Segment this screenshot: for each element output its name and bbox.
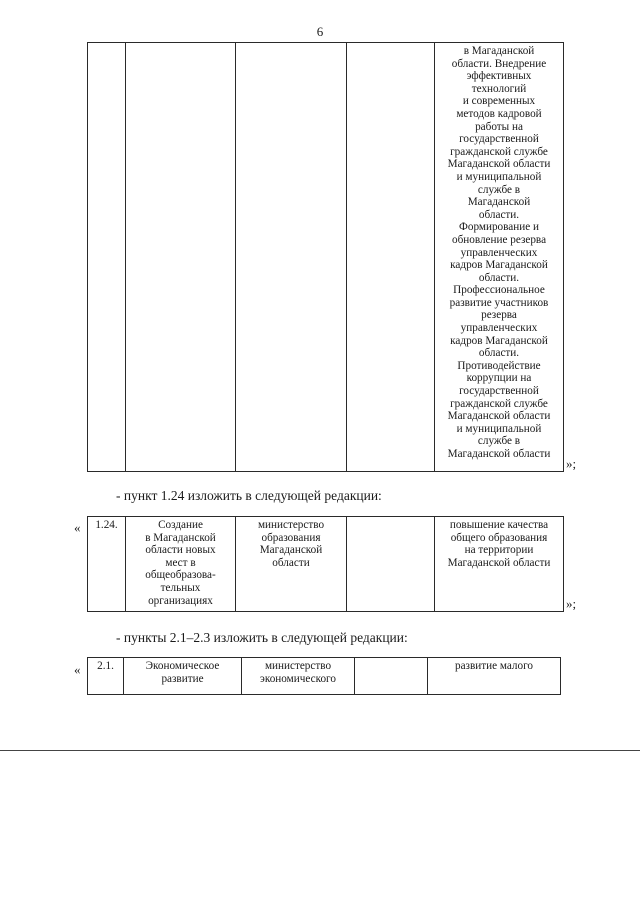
number-cell: 1.24.	[88, 517, 126, 612]
number-cell	[88, 43, 126, 472]
opening-quote: «	[74, 520, 81, 535]
table-item-2-1	[87, 657, 561, 695]
table-item-1-24	[87, 516, 564, 612]
period-cell	[355, 658, 428, 695]
instruction-1: - пункт 1.24 изложить в следующей редакции:	[116, 488, 382, 503]
title-cell: Создание в Магаданской области новых мест в общеобразова- тельных организациях	[126, 517, 236, 612]
table-row	[88, 658, 561, 695]
period-cell	[347, 517, 435, 612]
result-cell	[435, 43, 564, 472]
title-cell: Экономическое развитие	[124, 658, 242, 695]
table-row	[88, 43, 564, 472]
number-cell: 2.1.	[88, 658, 124, 695]
closing-quote: »;	[566, 456, 577, 471]
opening-quote: «	[74, 662, 81, 677]
title-cell	[126, 43, 236, 472]
page-number: 6	[316, 24, 324, 39]
result-text: в Магаданской области. Внедрение эффективных технологий и современных методов кадровой работы на государственной гражданской службе Магаданской области и муниципальной службе в Магаданской области. Формирование и обновление резерва управленческих кадров Магаданской области. Профессиональное развитие участников резерва управленческих кадров Магаданской области. Противодействие коррупции на государственной гражданской службе Магаданской области и муниципальной службе в Магаданской области	[447, 45, 551, 460]
executor-cell	[236, 43, 347, 472]
page-divider	[0, 750, 640, 751]
executor-cell: министерство экономического	[242, 658, 355, 695]
result-cell: развитие малого	[428, 658, 561, 695]
executor-cell: министерство образования Магаданской области	[236, 517, 347, 612]
period-cell	[347, 43, 435, 472]
table-row	[88, 517, 564, 612]
result-cell: повышение качества общего образования на территории Магаданской области	[435, 517, 564, 612]
closing-quote: »;	[566, 596, 577, 611]
table-continuation	[87, 42, 564, 472]
instruction-2: - пункты 2.1–2.3 изложить в следующей редакции:	[116, 630, 408, 645]
